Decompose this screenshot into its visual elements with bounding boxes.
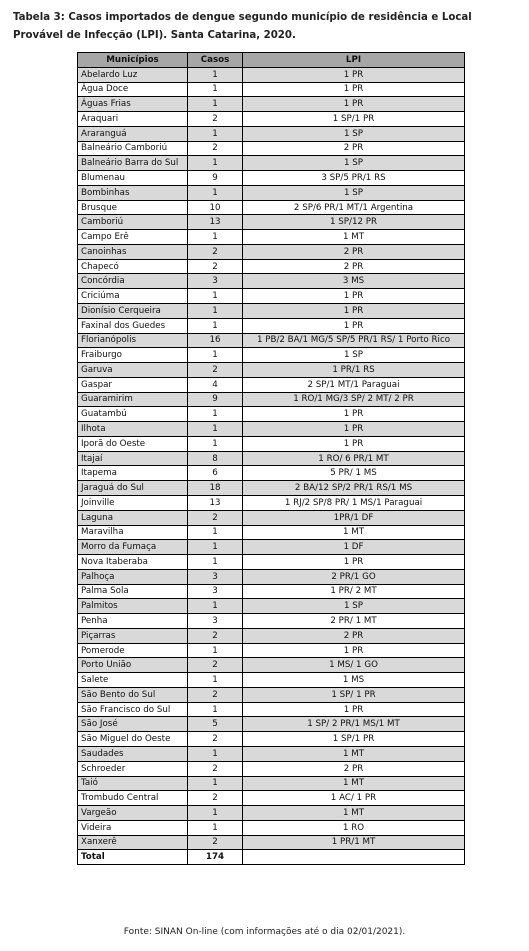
casos-cell: 2 xyxy=(188,658,243,673)
municipio-cell: Salete xyxy=(78,673,188,688)
lpi-cell: 5 PR/ 1 MS xyxy=(243,466,465,481)
lpi-cell: 1 RO/ 6 PR/1 MT xyxy=(243,451,465,466)
municipio-cell: Faxinal dos Guedes xyxy=(78,318,188,333)
table-row xyxy=(78,348,465,363)
casos-cell: 3 xyxy=(188,274,243,289)
lpi-cell: 2 PR xyxy=(243,761,465,776)
lpi-cell: 1 PR xyxy=(243,407,465,422)
casos-cell: 2 xyxy=(188,510,243,525)
municipio-cell: Guatambú xyxy=(78,407,188,422)
table-row xyxy=(78,614,465,629)
lpi-cell: 1 RO xyxy=(243,820,465,835)
casos-cell: 16 xyxy=(188,333,243,348)
table-row xyxy=(78,230,465,245)
table-row xyxy=(78,776,465,791)
casos-cell: 9 xyxy=(188,171,243,186)
municipio-cell: São Francisco do Sul xyxy=(78,702,188,717)
municipio-cell: Araquari xyxy=(78,112,188,127)
table-row xyxy=(78,806,465,821)
table-row xyxy=(78,436,465,451)
table-body xyxy=(78,67,465,850)
table-total-row xyxy=(78,850,465,865)
municipio-cell: Blumenau xyxy=(78,171,188,186)
casos-cell: 1 xyxy=(188,776,243,791)
table-row xyxy=(78,628,465,643)
table-row xyxy=(78,717,465,732)
casos-cell: 1 xyxy=(188,525,243,540)
lpi-cell: 1 MT xyxy=(243,746,465,761)
municipio-cell: Xanxerê xyxy=(78,835,188,850)
lpi-cell: 1 SP xyxy=(243,599,465,614)
municipio-cell: Itapema xyxy=(78,466,188,481)
casos-cell: 13 xyxy=(188,215,243,230)
casos-cell: 13 xyxy=(188,495,243,510)
casos-cell: 10 xyxy=(188,200,243,215)
table-row xyxy=(78,791,465,806)
lpi-cell: 1 RO/1 MG/3 SP/ 2 MT/ 2 PR xyxy=(243,392,465,407)
casos-cell: 2 xyxy=(188,791,243,806)
lpi-cell: 1 SP/1 PR xyxy=(243,732,465,747)
municipio-cell: Chapecó xyxy=(78,259,188,274)
lpi-cell: 1 SP xyxy=(243,348,465,363)
municipio-cell: Campo Erê xyxy=(78,230,188,245)
lpi-cell: 1 PR xyxy=(243,643,465,658)
municipio-cell: Joinville xyxy=(78,495,188,510)
municipio-cell: Abelardo Luz xyxy=(78,67,188,82)
table-row xyxy=(78,569,465,584)
lpi-cell: 3 SP/5 PR/1 RS xyxy=(243,171,465,186)
casos-cell: 2 xyxy=(188,687,243,702)
municipio-cell: Água Doce xyxy=(78,82,188,97)
casos-cell: 1 xyxy=(188,555,243,570)
table-row xyxy=(78,466,465,481)
lpi-cell: 1PR/1 DF xyxy=(243,510,465,525)
municipio-cell: Porto União xyxy=(78,658,188,673)
table-row xyxy=(78,495,465,510)
municipio-cell: Canoinhas xyxy=(78,244,188,259)
casos-cell: 1 xyxy=(188,436,243,451)
casos-cell: 9 xyxy=(188,392,243,407)
table-row xyxy=(78,481,465,496)
municipio-cell: Saudades xyxy=(78,746,188,761)
table-row xyxy=(78,333,465,348)
lpi-cell: 1 MT xyxy=(243,230,465,245)
table-row xyxy=(78,82,465,97)
table-row xyxy=(78,643,465,658)
municipio-cell: Morro da Fumaça xyxy=(78,540,188,555)
lpi-cell: 1 SP xyxy=(243,126,465,141)
table-row xyxy=(78,732,465,747)
total-label: Total xyxy=(78,850,188,865)
lpi-cell: 1 PR xyxy=(243,436,465,451)
municipio-cell: Águas Frias xyxy=(78,97,188,112)
table-row xyxy=(78,687,465,702)
lpi-cell: 2 SP/6 PR/1 MT/1 Argentina xyxy=(243,200,465,215)
lpi-cell: 1 MT xyxy=(243,776,465,791)
total-empty-cell xyxy=(243,850,465,865)
casos-cell: 1 xyxy=(188,540,243,555)
table-header-row xyxy=(78,53,465,68)
header-lpi: LPI xyxy=(243,53,465,68)
municipio-cell: Nova Itaberaba xyxy=(78,555,188,570)
lpi-cell: 1 SP/ 2 PR/1 MS/1 MT xyxy=(243,717,465,732)
table-row xyxy=(78,363,465,378)
municipio-cell: Brusque xyxy=(78,200,188,215)
table-row xyxy=(78,185,465,200)
municipio-cell: Itajaí xyxy=(78,451,188,466)
municipio-cell: Concórdia xyxy=(78,274,188,289)
table-row xyxy=(78,171,465,186)
lpi-cell: 1 PR xyxy=(243,82,465,97)
casos-cell: 1 xyxy=(188,599,243,614)
municipio-cell: Guaramirim xyxy=(78,392,188,407)
casos-cell: 4 xyxy=(188,377,243,392)
lpi-cell: 1 SP xyxy=(243,185,465,200)
municipio-cell: Laguna xyxy=(78,510,188,525)
lpi-cell: 1 PB/2 BA/1 MG/5 SP/5 PR/1 RS/ 1 Porto Rico xyxy=(243,333,465,348)
municipio-cell: Palhoça xyxy=(78,569,188,584)
casos-cell: 1 xyxy=(188,156,243,171)
casos-cell: 2 xyxy=(188,244,243,259)
table-row xyxy=(78,244,465,259)
municipio-cell: Araranguá xyxy=(78,126,188,141)
lpi-cell: 1 SP/ 1 PR xyxy=(243,687,465,702)
municipio-cell: Piçarras xyxy=(78,628,188,643)
table-row xyxy=(78,392,465,407)
lpi-cell: 1 SP/1 PR xyxy=(243,112,465,127)
dengue-cases-table xyxy=(77,52,465,865)
casos-cell: 1 xyxy=(188,304,243,319)
municipio-cell: Trombudo Central xyxy=(78,791,188,806)
caption-text: Casos importados de dengue segundo município de residência e Local Provável de Infecção (LPI). Santa Catarina, 2020. xyxy=(13,12,472,41)
lpi-cell: 1 RJ/2 SP/8 PR/ 1 MS/1 Paraguai xyxy=(243,495,465,510)
lpi-cell: 1 PR/1 MT xyxy=(243,835,465,850)
lpi-cell: 2 PR/1 GO xyxy=(243,569,465,584)
municipio-cell: Criciúma xyxy=(78,289,188,304)
casos-cell: 6 xyxy=(188,466,243,481)
municipio-cell: Balneário Barra do Sul xyxy=(78,156,188,171)
lpi-cell: 1 MS/ 1 GO xyxy=(243,658,465,673)
casos-cell: 2 xyxy=(188,628,243,643)
lpi-cell: 1 PR xyxy=(243,422,465,437)
municipio-cell: Schroeder xyxy=(78,761,188,776)
table-row xyxy=(78,584,465,599)
casos-cell: 1 xyxy=(188,230,243,245)
casos-cell: 1 xyxy=(188,422,243,437)
table-row xyxy=(78,274,465,289)
casos-cell: 3 xyxy=(188,584,243,599)
table-row xyxy=(78,702,465,717)
casos-cell: 1 xyxy=(188,806,243,821)
casos-cell: 1 xyxy=(188,318,243,333)
lpi-cell: 1 PR xyxy=(243,67,465,82)
lpi-cell: 3 MS xyxy=(243,274,465,289)
municipio-cell: Penha xyxy=(78,614,188,629)
table-row xyxy=(78,156,465,171)
casos-cell: 1 xyxy=(188,348,243,363)
casos-cell: 1 xyxy=(188,673,243,688)
casos-cell: 2 xyxy=(188,761,243,776)
casos-cell: 2 xyxy=(188,141,243,156)
table-row xyxy=(78,658,465,673)
table-row xyxy=(78,407,465,422)
table-row xyxy=(78,318,465,333)
lpi-cell: 2 PR xyxy=(243,259,465,274)
casos-cell: 1 xyxy=(188,126,243,141)
table-row xyxy=(78,761,465,776)
table-row xyxy=(78,112,465,127)
municipio-cell: São Miguel do Oeste xyxy=(78,732,188,747)
municipio-cell: Maravilha xyxy=(78,525,188,540)
table-row xyxy=(78,67,465,82)
casos-cell: 1 xyxy=(188,746,243,761)
table-row xyxy=(78,820,465,835)
casos-cell: 1 xyxy=(188,820,243,835)
casos-cell: 2 xyxy=(188,112,243,127)
municipio-cell: Garuva xyxy=(78,363,188,378)
lpi-cell: 2 SP/1 MT/1 Paraguai xyxy=(243,377,465,392)
lpi-cell: 1 PR/ 2 MT xyxy=(243,584,465,599)
municipio-cell: Taió xyxy=(78,776,188,791)
table-row xyxy=(78,97,465,112)
lpi-cell: 2 BA/12 SP/2 PR/1 RS/1 MS xyxy=(243,481,465,496)
casos-cell: 8 xyxy=(188,451,243,466)
lpi-cell: 1 PR xyxy=(243,289,465,304)
lpi-cell: 1 AC/ 1 PR xyxy=(243,791,465,806)
casos-cell: 1 xyxy=(188,407,243,422)
municipio-cell: Bombinhas xyxy=(78,185,188,200)
table-row xyxy=(78,835,465,850)
table-row xyxy=(78,555,465,570)
casos-cell: 1 xyxy=(188,643,243,658)
lpi-cell: 1 PR xyxy=(243,97,465,112)
municipio-cell: Vargeão xyxy=(78,806,188,821)
header-casos: Casos xyxy=(188,53,243,68)
municipio-cell: Gaspar xyxy=(78,377,188,392)
table-row xyxy=(78,451,465,466)
lpi-cell: 1 MS xyxy=(243,673,465,688)
lpi-cell: 1 PR xyxy=(243,304,465,319)
lpi-cell: 2 PR xyxy=(243,628,465,643)
casos-cell: 18 xyxy=(188,481,243,496)
table-row xyxy=(78,126,465,141)
casos-cell: 1 xyxy=(188,289,243,304)
municipio-cell: Ilhota xyxy=(78,422,188,437)
municipio-cell: Videira xyxy=(78,820,188,835)
municipio-cell: São José xyxy=(78,717,188,732)
table-row xyxy=(78,599,465,614)
lpi-cell: 1 DF xyxy=(243,540,465,555)
municipio-cell: Balneário Camboriú xyxy=(78,141,188,156)
total-value: 174 xyxy=(188,850,243,865)
municipio-cell: Iporã do Oeste xyxy=(78,436,188,451)
municipio-cell: Palma Sola xyxy=(78,584,188,599)
table-row xyxy=(78,525,465,540)
lpi-cell: 1 PR/1 RS xyxy=(243,363,465,378)
table-row xyxy=(78,540,465,555)
casos-cell: 1 xyxy=(188,67,243,82)
municipio-cell: Pomerode xyxy=(78,643,188,658)
table-row xyxy=(78,141,465,156)
table-row xyxy=(78,510,465,525)
table-row xyxy=(78,215,465,230)
table-caption xyxy=(13,9,523,45)
casos-cell: 5 xyxy=(188,717,243,732)
table-row xyxy=(78,422,465,437)
table-row xyxy=(78,289,465,304)
lpi-cell: 1 PR xyxy=(243,318,465,333)
lpi-cell: 2 PR/ 1 MT xyxy=(243,614,465,629)
municipio-cell: Florianópolis xyxy=(78,333,188,348)
casos-cell: 2 xyxy=(188,835,243,850)
table-row xyxy=(78,304,465,319)
table-row xyxy=(78,377,465,392)
table-row xyxy=(78,673,465,688)
casos-cell: 1 xyxy=(188,702,243,717)
lpi-cell: 2 PR xyxy=(243,141,465,156)
lpi-cell: 1 PR xyxy=(243,555,465,570)
casos-cell: 1 xyxy=(188,185,243,200)
casos-cell: 3 xyxy=(188,614,243,629)
casos-cell: 1 xyxy=(188,82,243,97)
lpi-cell: 2 PR xyxy=(243,244,465,259)
casos-cell: 2 xyxy=(188,259,243,274)
lpi-cell: 1 SP/12 PR xyxy=(243,215,465,230)
municipio-cell: Palmitos xyxy=(78,599,188,614)
source-note: Fonte: SINAN On-line (com informações até o dia 02/01/2021). xyxy=(123,927,406,937)
header-municipios: Municípios xyxy=(78,53,188,68)
municipio-cell: Fraiburgo xyxy=(78,348,188,363)
municipio-cell: Jaraguá do Sul xyxy=(78,481,188,496)
municipio-cell: Dionísio Cerqueira xyxy=(78,304,188,319)
lpi-cell: 1 SP xyxy=(243,156,465,171)
casos-cell: 1 xyxy=(188,97,243,112)
lpi-cell: 1 PR xyxy=(243,702,465,717)
municipio-cell: São Bento do Sul xyxy=(78,687,188,702)
casos-cell: 3 xyxy=(188,569,243,584)
municipio-cell: Camboriú xyxy=(78,215,188,230)
caption-label: Tabela 3: xyxy=(13,12,65,23)
table-row xyxy=(78,259,465,274)
casos-cell: 2 xyxy=(188,732,243,747)
table-row xyxy=(78,200,465,215)
casos-cell: 2 xyxy=(188,363,243,378)
lpi-cell: 1 MT xyxy=(243,806,465,821)
lpi-cell: 1 MT xyxy=(243,525,465,540)
table-row xyxy=(78,746,465,761)
